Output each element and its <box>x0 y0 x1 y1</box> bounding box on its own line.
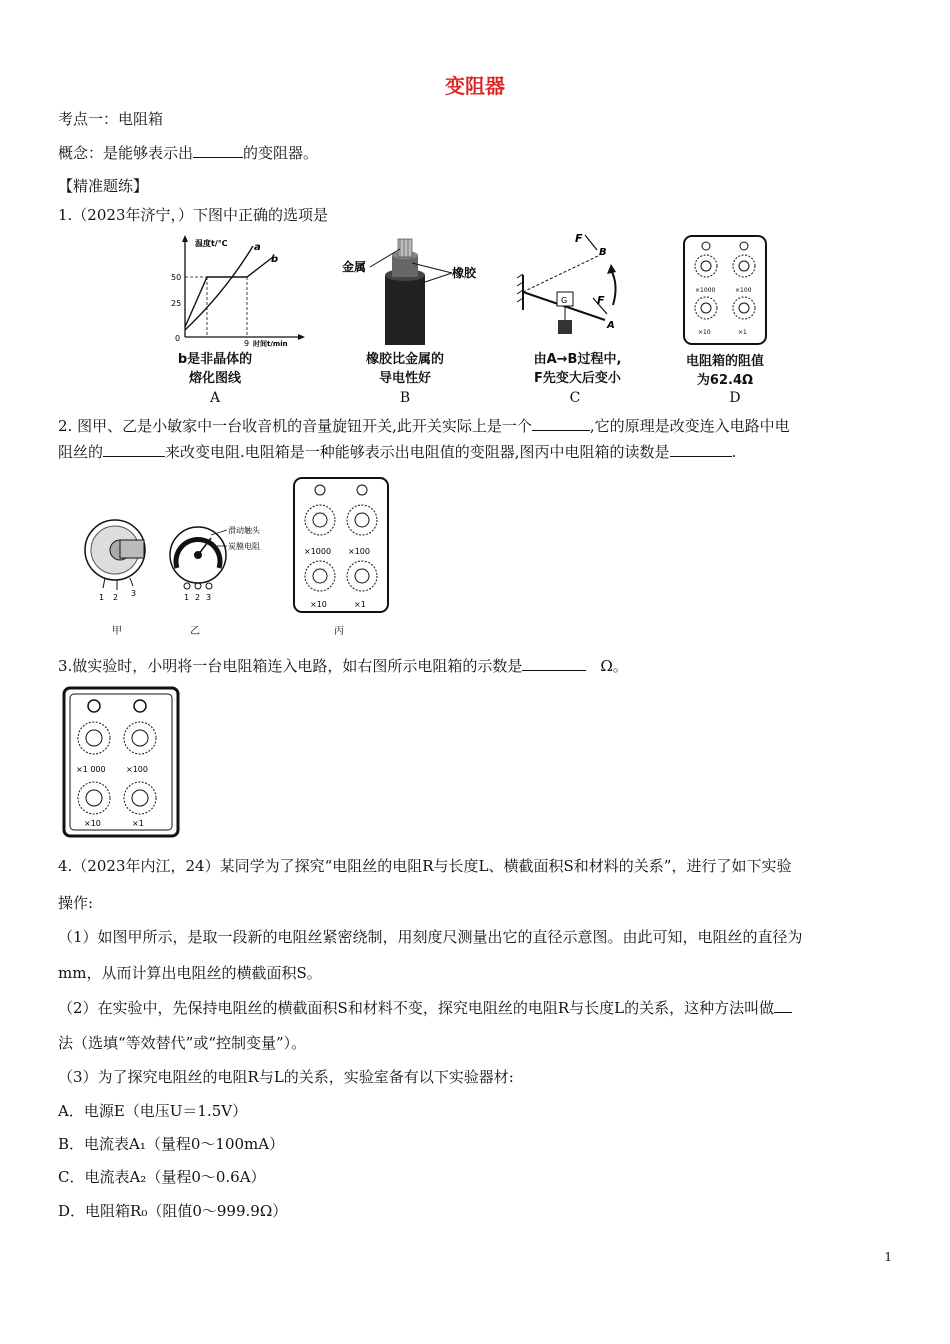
page-number: 1 <box>884 1250 892 1264</box>
fig-d-caption <box>670 350 780 388</box>
q2-text-2b: 来改变电阻.电阻箱是一种能够表示出电阻值的变阻器,图丙中电阻箱的读数是 <box>165 443 670 461</box>
q3-text-a: 3.做实验时，小明将一台电阻箱连入电路，如右图所示电阻箱的示数是 <box>58 657 523 675</box>
fig-c-caption-1: 由A→B过程中, <box>533 352 622 367</box>
curve-a-line <box>185 246 253 330</box>
fig-a-letter: A <box>209 390 221 406</box>
label-x1: ×1 <box>132 819 144 828</box>
q4-part2-line2: 法（选填“等效替代”或“控制变量”）。 <box>58 1034 307 1052</box>
label-metal: 金属 <box>342 260 367 274</box>
y-axis-label: 温度t/℃ <box>195 239 228 248</box>
lever-raised <box>523 255 600 292</box>
pin-1: 1 <box>184 593 190 602</box>
pin-2: 2 <box>195 593 201 602</box>
answer-blank <box>774 998 792 1013</box>
question-4-line-1: 4.（2023年内江，24）某同学为了探究“电阻丝的电阻R与长度L、横截面积S和材料的关系”，进行了如下实验 <box>58 857 792 875</box>
answer-blank <box>193 143 243 158</box>
q4-option-b: B．电流表A₁（量程0～100mA） <box>58 1135 285 1153</box>
resistance-box-d <box>682 234 768 346</box>
fig-b-caption-2: 导电性好 <box>378 371 431 386</box>
concept-suffix: 的变阻器。 <box>243 144 319 162</box>
fig-c-caption-2: F先变大后变小 <box>534 371 621 386</box>
fig-d-caption-1: 电阻箱的阻值 <box>685 354 764 369</box>
y-axis-arrow-icon <box>182 235 188 242</box>
fig-jia-label: 甲 <box>112 626 122 637</box>
answer-blank <box>103 442 165 457</box>
concept-prefix: 概念：是能够表示出 <box>58 144 194 162</box>
label-x1000: ×1 000 <box>76 765 106 774</box>
label-g: G <box>561 296 568 305</box>
volume-knob-yi <box>165 520 280 605</box>
fig-b-letter: B <box>399 390 411 406</box>
question-3-text <box>58 655 628 676</box>
label-x1: ×1 <box>738 329 747 336</box>
label-film: 炭膜电阻 <box>228 542 260 551</box>
resistance-box-bing <box>292 476 390 616</box>
tick-9: 9 <box>244 339 250 347</box>
answer-blank <box>532 416 590 431</box>
label-f2: F <box>597 294 605 307</box>
label-b: B <box>599 247 607 258</box>
force-arrow-1 <box>585 235 597 250</box>
question-1-text: 1.（2023年济宁，）下图中正确的选项是 <box>58 206 328 224</box>
label-x10: ×10 <box>84 819 101 828</box>
tick-0: 0 <box>175 334 181 343</box>
label-x10: ×10 <box>310 600 327 609</box>
answer-blank <box>670 442 732 457</box>
label-x10: ×10 <box>698 329 711 336</box>
rotation-arrow-icon <box>611 270 616 305</box>
question-2-line-2 <box>58 441 736 462</box>
cable-jacket <box>385 275 425 345</box>
x-axis-arrow-icon <box>298 334 305 340</box>
fig-d-caption-2: 为62.4Ω <box>696 373 754 388</box>
q4-part1-line2: mm，从而计算出电阻丝的横截面积S。 <box>58 964 322 982</box>
resistance-box-q3 <box>62 686 180 838</box>
answer-blank <box>522 656 586 671</box>
question-4-line-2: 操作: <box>58 894 94 912</box>
fig-d-letter: D <box>729 390 741 406</box>
label-f1: F <box>575 232 583 245</box>
label-x1000: ×1000 <box>304 547 332 556</box>
curve-a-label: a <box>254 242 261 253</box>
q3-text-b: Ω。 <box>600 657 628 675</box>
section-heading: 考点一：电阻箱 <box>58 110 164 128</box>
q2-text-2c: . <box>731 443 737 461</box>
label-a: A <box>607 320 615 331</box>
label-slider: 滑动触头 <box>228 526 260 535</box>
lever-figure <box>515 230 635 345</box>
pin-1: 1 <box>99 593 105 602</box>
q4-part3: （3）为了探究电阻丝的电阻R与L的关系，实验室备有以下实验器材: <box>58 1068 514 1086</box>
tick-25: 25 <box>171 299 182 308</box>
practice-header: 【精准题练】 <box>58 177 149 195</box>
q2-text-1a: 2. 图甲、乙是小敏家中一台收音机的音量旋钮开关,此开关实际上是一个 <box>58 417 532 435</box>
fig-a-caption-2: 熔化图线 <box>188 371 241 386</box>
question-2-line-1 <box>58 415 790 436</box>
q4-option-d: D．电阻箱R₀（阻值0～999.9Ω） <box>58 1202 288 1220</box>
fig-b-caption-1: 橡胶比金属的 <box>365 352 444 367</box>
fig-a-caption-1: b是非晶体的 <box>177 352 253 367</box>
fig-a-caption <box>160 348 270 386</box>
q4-option-a: A．电源E（电压U＝1.5V） <box>58 1102 248 1120</box>
q4-part1-line1: （1）如图甲所示，是取一段新的电阻丝紧密绕制，用刻度尺测量出它的直径示意图。由此可知，电阻丝的直径为 <box>58 928 803 946</box>
hanging-weight <box>558 320 572 334</box>
label-rubber: 橡胶 <box>452 266 477 280</box>
melting-graph-figure <box>165 232 310 347</box>
q2-text-2a: 阻丝的 <box>58 443 104 461</box>
pin-3: 3 <box>131 589 137 598</box>
volume-knob-jia <box>75 510 155 605</box>
concept-line <box>58 142 318 163</box>
label-x100: ×100 <box>348 547 370 556</box>
fig-c-letter: C <box>569 390 581 406</box>
label-x100: ×100 <box>735 287 752 294</box>
pin-3: 3 <box>206 593 212 602</box>
cable-figure <box>340 235 490 345</box>
fig-b-caption <box>350 348 460 386</box>
q4-option-c: C．电流表A₂（量程0～0.6A） <box>58 1168 266 1186</box>
label-x1000: ×1000 <box>695 287 716 294</box>
label-x100: ×100 <box>126 765 148 774</box>
fig-bing-label: 丙 <box>334 626 344 637</box>
x-axis-label: 时间t/min <box>253 340 288 347</box>
pin-2: 2 <box>113 593 119 602</box>
page-title: 变阻器 <box>445 74 505 98</box>
q2-text-1b: ,它的原理是改变连入电路中电 <box>589 417 790 435</box>
q4-part2-line1 <box>58 997 792 1018</box>
fig-yi-label: 乙 <box>190 626 200 637</box>
q4-part2-text: （2）在实验中，先保持电阻丝的横截面积S和材料不变，探究电阻丝的电阻R与长度L的关系，这种方法叫做 <box>58 999 775 1017</box>
curve-b-label: b <box>271 254 279 265</box>
fig-c-caption <box>510 348 645 386</box>
tick-50: 50 <box>171 273 182 282</box>
label-x1: ×1 <box>354 600 366 609</box>
